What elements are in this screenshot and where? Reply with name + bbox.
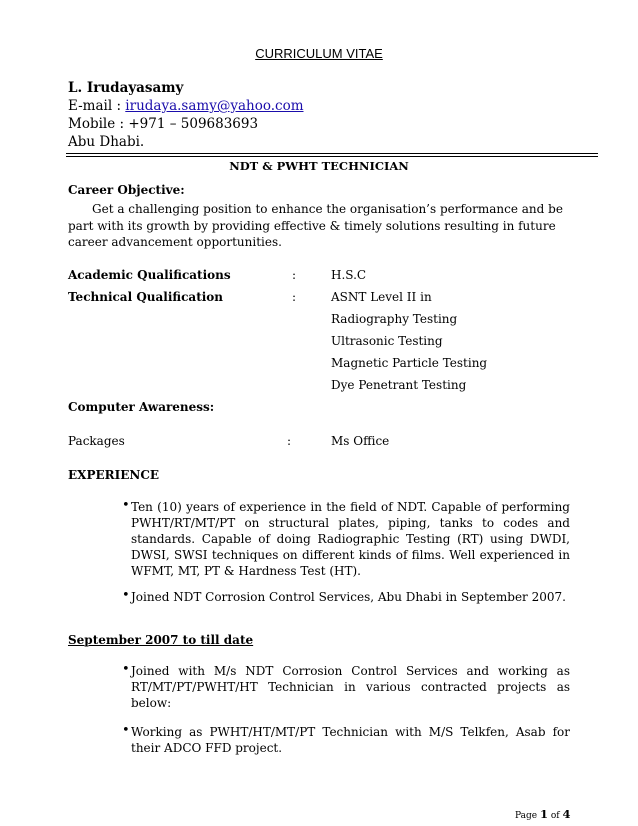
header-divider <box>66 153 598 154</box>
academic-value: H.S.C <box>331 268 367 282</box>
technical-value: Magnetic Particle Testing <box>331 356 488 370</box>
period-bullet: Working as PWHT/HT/MT/PT Technician with M/S Telkfen, Asab for their ADCO FFD project. <box>131 725 570 755</box>
header-divider-second <box>66 156 598 157</box>
period-heading: September 2007 to till date <box>68 633 254 647</box>
bullet-marker: • <box>122 498 130 513</box>
mobile-line: Mobile : +971 – 509683693 <box>68 116 259 132</box>
career-objective-heading: Career Objective: <box>68 183 185 197</box>
experience-bullet: Joined NDT Corrosion Control Services, Abu Dhabi in September 2007. <box>131 590 566 604</box>
academic-label: Academic Qualifications <box>68 268 231 282</box>
career-objective-text: Get a challenging position to enhance the organisation’s performance and be part with its growth by providing effective & timely solutions resulting in future career advancement opportunities. <box>68 202 563 249</box>
candidate-name: L. Irudayasamy <box>68 80 184 96</box>
computer-awareness-heading: Computer Awareness: <box>68 400 215 414</box>
email-label: E-mail : <box>68 98 126 114</box>
email-line <box>68 98 304 114</box>
current-page: 1 <box>539 807 548 821</box>
document-title: CURRICULUM VITAE <box>255 46 383 61</box>
technical-separator: : <box>292 290 297 304</box>
technical-value: Ultrasonic Testing <box>331 334 443 348</box>
technical-value: Radiography Testing <box>331 312 458 326</box>
location-line: Abu Dhabi. <box>68 134 145 150</box>
technical-value: Dye Penetrant Testing <box>331 378 467 392</box>
page-word: Page <box>515 811 538 821</box>
technical-label: Technical Qualification <box>68 290 224 304</box>
academic-separator: : <box>292 268 297 282</box>
email-link[interactable]: irudaya.samy@yahoo.com <box>125 98 304 114</box>
experience-heading: EXPERIENCE <box>68 468 160 482</box>
period-bullet: Joined with M/s NDT Corrosion Control Services and working as RT/MT/PT/PWHT/HT Technician in various contracted projects as below: <box>131 664 570 710</box>
of-word: of <box>550 811 560 821</box>
total-pages: 4 <box>562 807 571 821</box>
bullet-marker: • <box>122 723 130 738</box>
packages-value: Ms Office <box>331 434 390 448</box>
packages-label: Packages <box>68 434 125 448</box>
page-number <box>515 807 571 821</box>
experience-bullet: Ten (10) years of experience in the field of NDT. Capable of performing PWHT/RT/MT/PT on structural plates, piping, tanks to codes and standards. Capable of doing Radiographic Testing (RT) using DWDI, DWSI, SWSI techniques on different kinds of films. Well experienced in WFMT, MT, PT & Hardness Test (HT). <box>131 500 570 578</box>
bullet-marker: • <box>122 588 130 603</box>
bullet-marker: • <box>122 662 130 677</box>
job-title: NDT & PWHT TECHNICIAN <box>229 159 409 173</box>
technical-value: ASNT Level II in <box>331 290 432 304</box>
packages-separator: : <box>287 434 292 448</box>
